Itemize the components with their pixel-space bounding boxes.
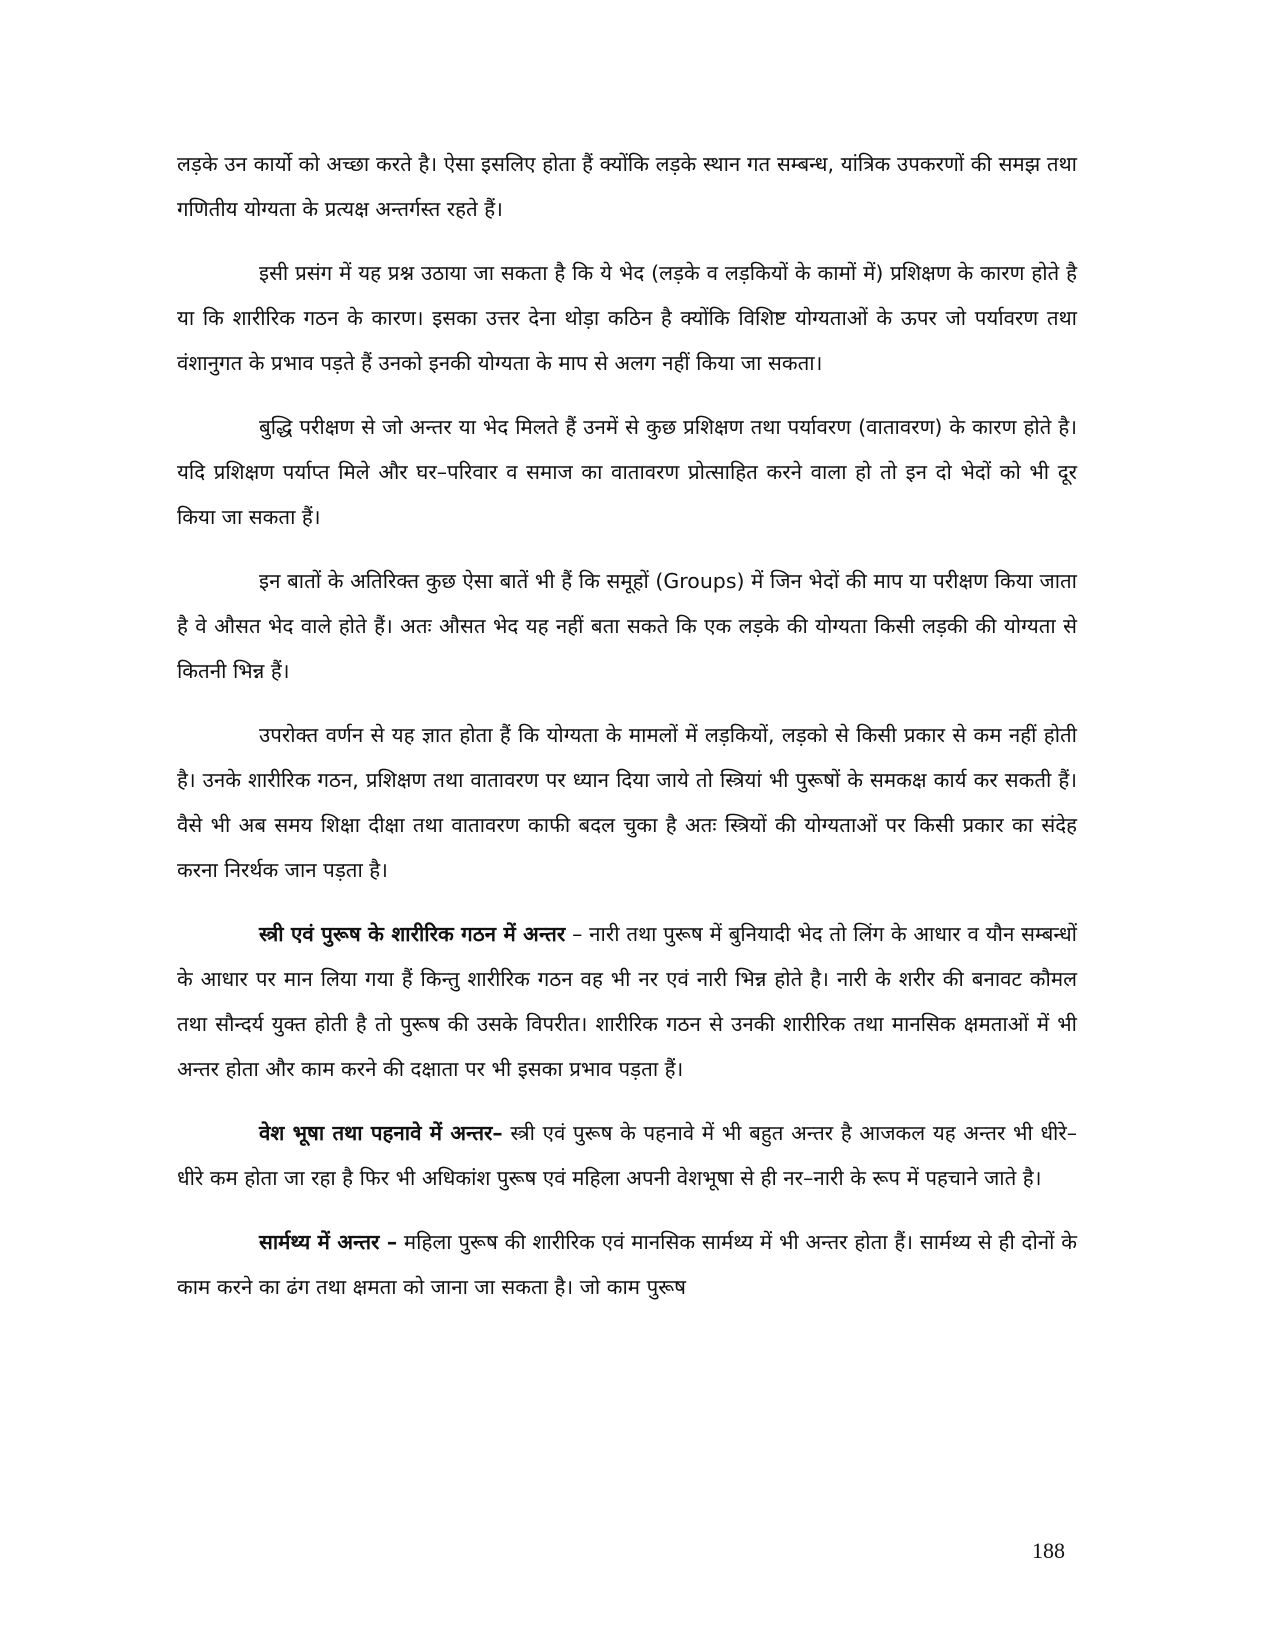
section-heading-clothing: वेश भूषा तथा पहनावे में अन्तर–	[259, 1121, 503, 1145]
paragraph-2-text: इसी प्रसंग में यह प्रश्न उठाया जा सकता है कि ये भेद (लड़के व लड़कियों के कामों में) प्रशिक्षण के कारण होते है या कि शारीरिक गठन के कारण। इसका उत्तर देना थोड़ा कठिन है क्योंकि विशिष्ट योग्यताओं के ऊपर जो पर्यावरण तथा वंशानुगत के प्रभाव पड़ते हैं उनको इनकी योग्यता के माप से अलग नहीं किया जा सकता।	[177, 261, 1077, 375]
section-heading-capability: सार्मथ्य में अन्तर –	[259, 1230, 398, 1254]
paragraph-4-text: इन बातों के अतिरिक्त कुछ ऐसा बातें भी हैं कि समूहों (Groups) में जिन भेदों की माप या परीक्षण किया जाता है वे औसत भेद वाले होते हैं। अतः औसत भेद यह नहीं बता सकते कि एक लड़के की योग्यता किसी लड़की की योग्यता से कितनी भिन्न हैं।	[177, 569, 1077, 683]
paragraph-7-text: स्त्री एवं पुरूष के पहनावे में भी बहुत अन्तर है आजकल यह अन्तर भी धीरे–धीरे कम होता जा रहा है फिर भी अधिकांश पुरूष एवं महिला अपनी वेशभूषा से ही नर–नारी के रूप में पहचाने जाते है।	[177, 1121, 1077, 1190]
body-text	[177, 142, 1077, 1329]
paragraph-4	[177, 559, 1077, 694]
paragraph-5	[177, 713, 1077, 893]
paragraph-8-text: महिला पुरूष की शारीरिक एवं मानसिक सार्मथ्य में भी अन्तर होता हैं। सार्मथ्य से ही दोनों के काम करने का ढंग तथा क्षमता को जाना जा सकता है। जो काम पुरूष	[177, 1230, 1077, 1299]
paragraph-1-text: लड़के उन कार्यो को अच्छा करते है। ऐसा इसलिए होता हैं क्योंकि लड़के स्थान गत सम्बन्ध, यांत्रिक उपकरणों की समझ तथा गणितीय योग्यता के प्रत्यक्ष अन्तर्गस्त रहते हैं।	[177, 152, 1077, 221]
paragraph-6-text: – नारी तथा पुरूष में बुनियादी भेद तो लिंग के आधार व यौन सम्बन्धों के आधार पर मान लिया गया हैं किन्तु शारीरिक गठन वह भी नर एवं नारी भिन्न होते है। नारी के शरीर की बनावट कौमल तथा सौन्दर्य युक्त होती है तो पुरूष की उसके विपरीत। शारीरिक गठन से उनकी शारीरिक तथा मानसिक क्षमताओं में भी अन्तर होता और काम करने की दक्षाता पर भी इसका प्रभाव पड़ता हैं।	[177, 922, 1077, 1081]
paragraph-5-text: उपरोक्त वर्णन से यह ज्ञात होता हैं कि योग्यता के मामलों में लड़कियों, लड़को से किसी प्रकार से कम नहीं होती है। उनके शारीरिक गठन, प्रशिक्षण तथा वातावरण पर ध्यान दिया जाये तो स्त्रियां भी पुरूषों के समकक्ष कार्य कर सकती हैं। वैसे भी अब समय शिक्षा दीक्षा तथा वातावरण काफी बदल चुका है अतः स्त्रियों की योग्यताओं पर किसी प्रकार का संदेह करना निरर्थक जान पड़ता है।	[177, 723, 1077, 882]
page-number: 188	[1032, 1538, 1065, 1563]
paragraph-physical-differences	[177, 912, 1077, 1092]
paragraph-clothing-differences	[177, 1111, 1077, 1201]
paragraph-1	[177, 142, 1077, 232]
section-heading-physical-build: स्त्री एवं पुरूष के शारीरिक गठन में अन्तर	[259, 922, 566, 946]
paragraph-3-text: बुद्धि परीक्षण से जो अन्तर या भेद मिलते हैं उनमें से कुछ प्रशिक्षण तथा पर्यावरण (वातावरण) के कारण होते है। यदि प्रशिक्षण पर्याप्त मिले और घर–परिवार व समाज का वातावरण प्रोत्साहित करने वाला हो तो इन दो भेदों को भी दूर किया जा सकता हैं।	[177, 415, 1077, 529]
paragraph-capability-differences	[177, 1220, 1077, 1310]
paragraph-2	[177, 251, 1077, 386]
paragraph-3	[177, 405, 1077, 540]
